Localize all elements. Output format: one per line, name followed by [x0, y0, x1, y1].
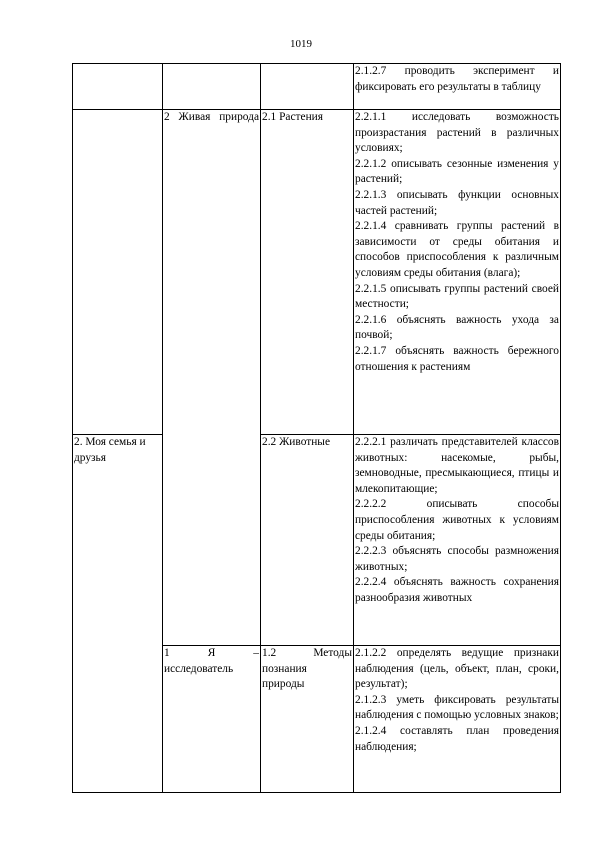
objective-item: 2.2.2.2 описывать способы приспособления животных к условиям среды обитания; [355, 498, 559, 542]
subtopic-cell: 2.2 Животные [261, 435, 354, 646]
objective-item: 2.1.2.4 составлять план проведения наблюдения; [355, 724, 559, 753]
curriculum-table [72, 63, 561, 793]
objective-item: 2.2.1.4 сравнивать группы растений в зависимости от среды обитания и способов приспособления к различным условиям среды обитания (влага); [355, 220, 559, 279]
subtopic-cell [261, 64, 354, 110]
section-cell [73, 435, 163, 793]
topic-label: 2 Живая природа [164, 111, 259, 123]
topic-label: 1 Я – исследователь [164, 647, 259, 675]
objective-item: 2.2.2.3 объяснять способы размножения животных; [355, 545, 559, 573]
objective-item: 2.2.1.5 описывать группы растений своей местности; [355, 282, 559, 311]
objective-item: 2.2.1.3 описывать функции основных частей растений; [355, 188, 559, 217]
topic-cell [163, 110, 261, 646]
subtopic-cell: 2.1 Растения [261, 110, 354, 435]
objective-item: 2.2.1.7 объяснять важность бережного отношения к растениям [355, 344, 559, 373]
table-row [73, 110, 561, 435]
objective-item: 2.2.1.2 описывать сезонные изменения у растений; [355, 157, 559, 186]
section-cell-top-continued [73, 110, 163, 435]
objective-item: 2.1.2.2 определять ведущие признаки наблюдения (цель, объект, план, сроки, результат); [355, 647, 559, 691]
table-row [73, 64, 561, 110]
objective-item: 2.2.1.6 объяснять важность ухода за почвой; [355, 313, 559, 342]
objectives-cell [354, 110, 561, 435]
objective-item: 2.2.2.4 объяснять важность сохранения разнообразия животных [355, 576, 559, 604]
objectives-cell [354, 435, 561, 646]
objective-item: 2.1.2.3 уметь фиксировать результаты наблюдения с помощью условных знаков; [355, 693, 559, 722]
objective-item: 2.2.2.1 различать представителей классов животных: насекомые, рыбы, земноводные, пресмыкающиеся, птицы и млекопитающие; [355, 436, 559, 495]
subtopic-label: 1.2 Методы познания природы [262, 647, 352, 691]
objective-item: 2.1.2.7 проводить эксперимент и фиксировать его результаты в таблицу [355, 65, 559, 93]
section-label: 2. Моя семья и друзья [74, 436, 146, 464]
topic-cell [163, 646, 261, 793]
objectives-cell [354, 64, 561, 110]
table-row [73, 435, 561, 646]
subtopic-cell [261, 646, 354, 793]
objective-item: 2.2.1.1 исследовать возможность произрастания растений в различных условиях; [355, 111, 559, 155]
page-number: 1019 [290, 38, 312, 50]
section-cell-top [73, 64, 163, 110]
objectives-cell [354, 646, 561, 793]
topic-cell [163, 64, 261, 110]
